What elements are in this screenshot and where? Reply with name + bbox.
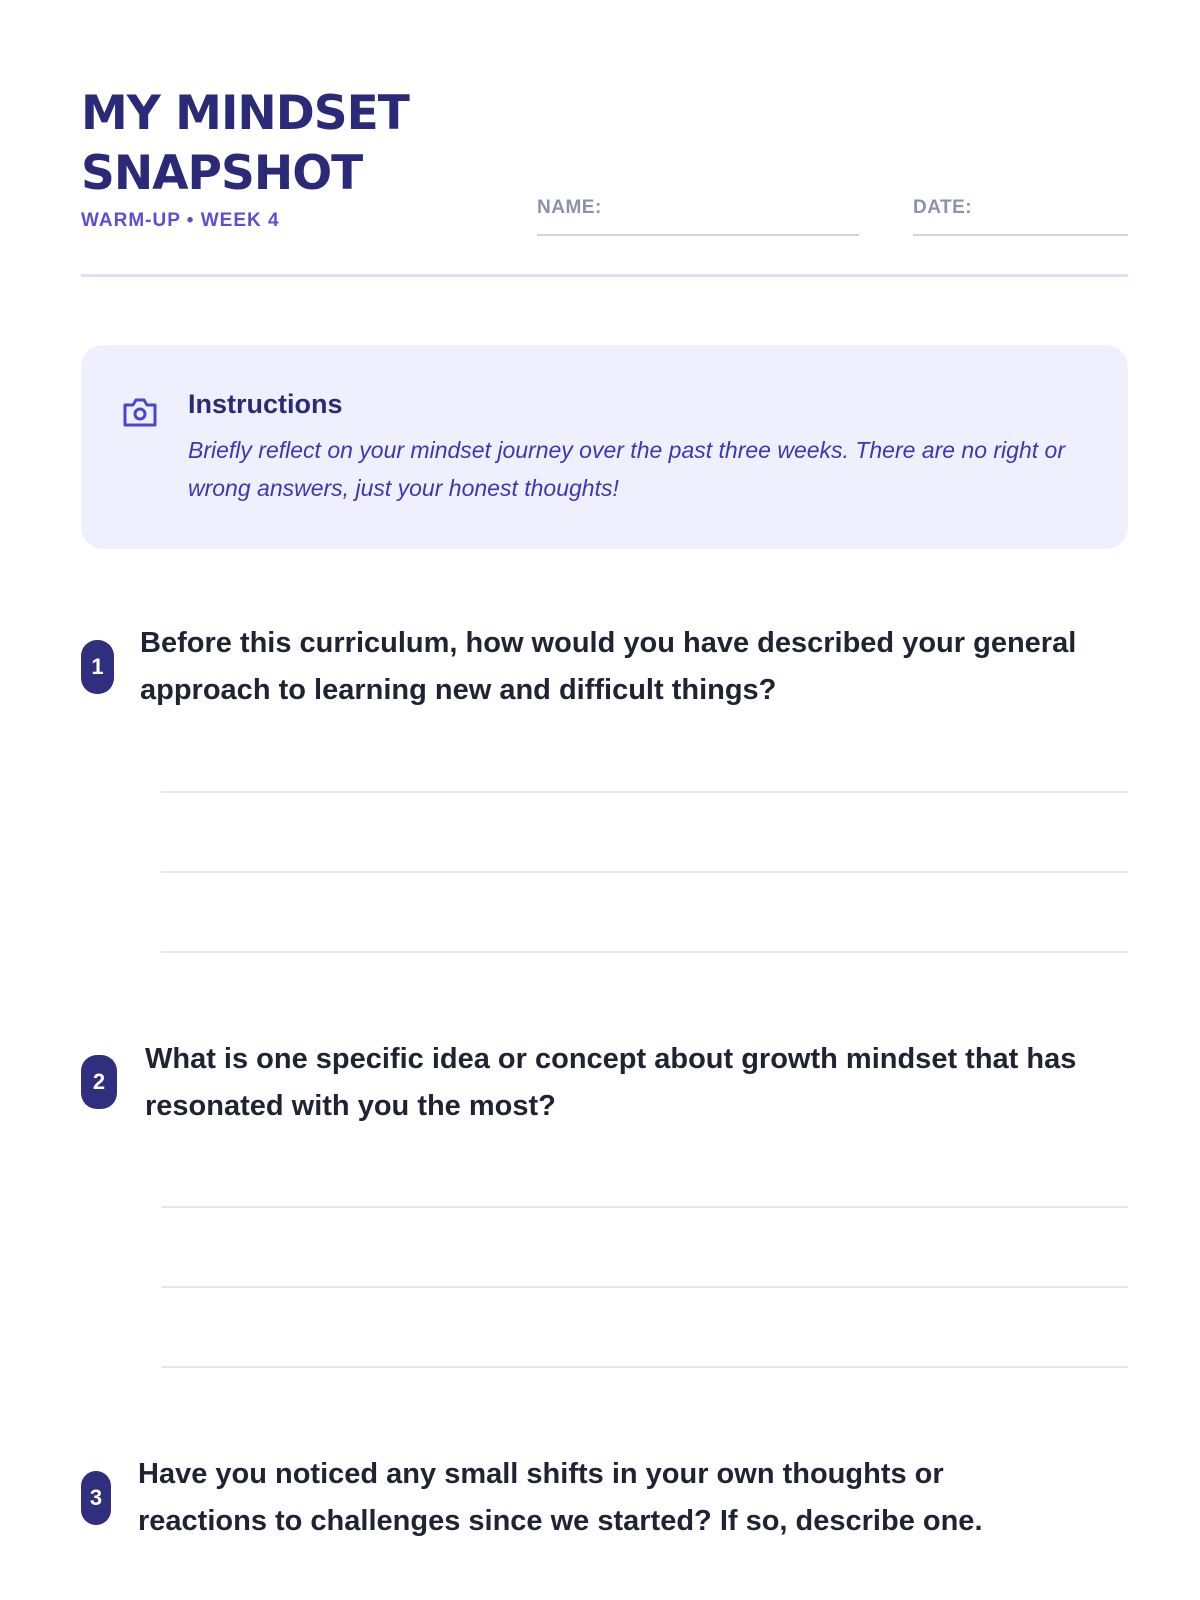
- answer-line[interactable]: [161, 791, 1128, 793]
- question-number-badge: 3: [81, 1471, 111, 1525]
- name-label: NAME:: [537, 197, 602, 218]
- question-number-badge: 2: [81, 1055, 117, 1109]
- answer-line[interactable]: [161, 871, 1128, 873]
- worksheet-page: [81, 0, 1128, 1600]
- instructions-title: Instructions: [188, 389, 343, 419]
- question-text: Before this curriculum, how would you have described your general approach to learning new and difficult things?: [140, 627, 1077, 706]
- page-subtitle: WARM-UP • WEEK 4: [81, 210, 280, 231]
- page-title: MY MINDSET SNAPSHOT: [81, 86, 409, 201]
- answer-line[interactable]: [161, 951, 1128, 953]
- question-number-badge: 1: [81, 640, 114, 694]
- answer-line[interactable]: [161, 1366, 1128, 1368]
- camera-icon: [121, 395, 159, 429]
- header-divider: [81, 274, 1128, 277]
- instructions-text: Briefly reflect on your mindset journey over the past three weeks. There are no right or wrong answers, just your honest thoughts!: [188, 437, 1065, 501]
- answer-line[interactable]: [161, 1286, 1128, 1288]
- question-text: What is one specific idea or concept about growth mindset that has resonated with you the most?: [145, 1043, 1077, 1122]
- instructions-box: [81, 345, 1128, 549]
- name-field[interactable]: [537, 196, 859, 236]
- date-label: DATE:: [913, 197, 973, 218]
- question-text: Have you noticed any small shifts in your own thoughts or reactions to challenges since we started? If so, describe one.: [138, 1458, 983, 1537]
- answer-line[interactable]: [161, 1206, 1128, 1208]
- date-field[interactable]: [913, 196, 1128, 236]
